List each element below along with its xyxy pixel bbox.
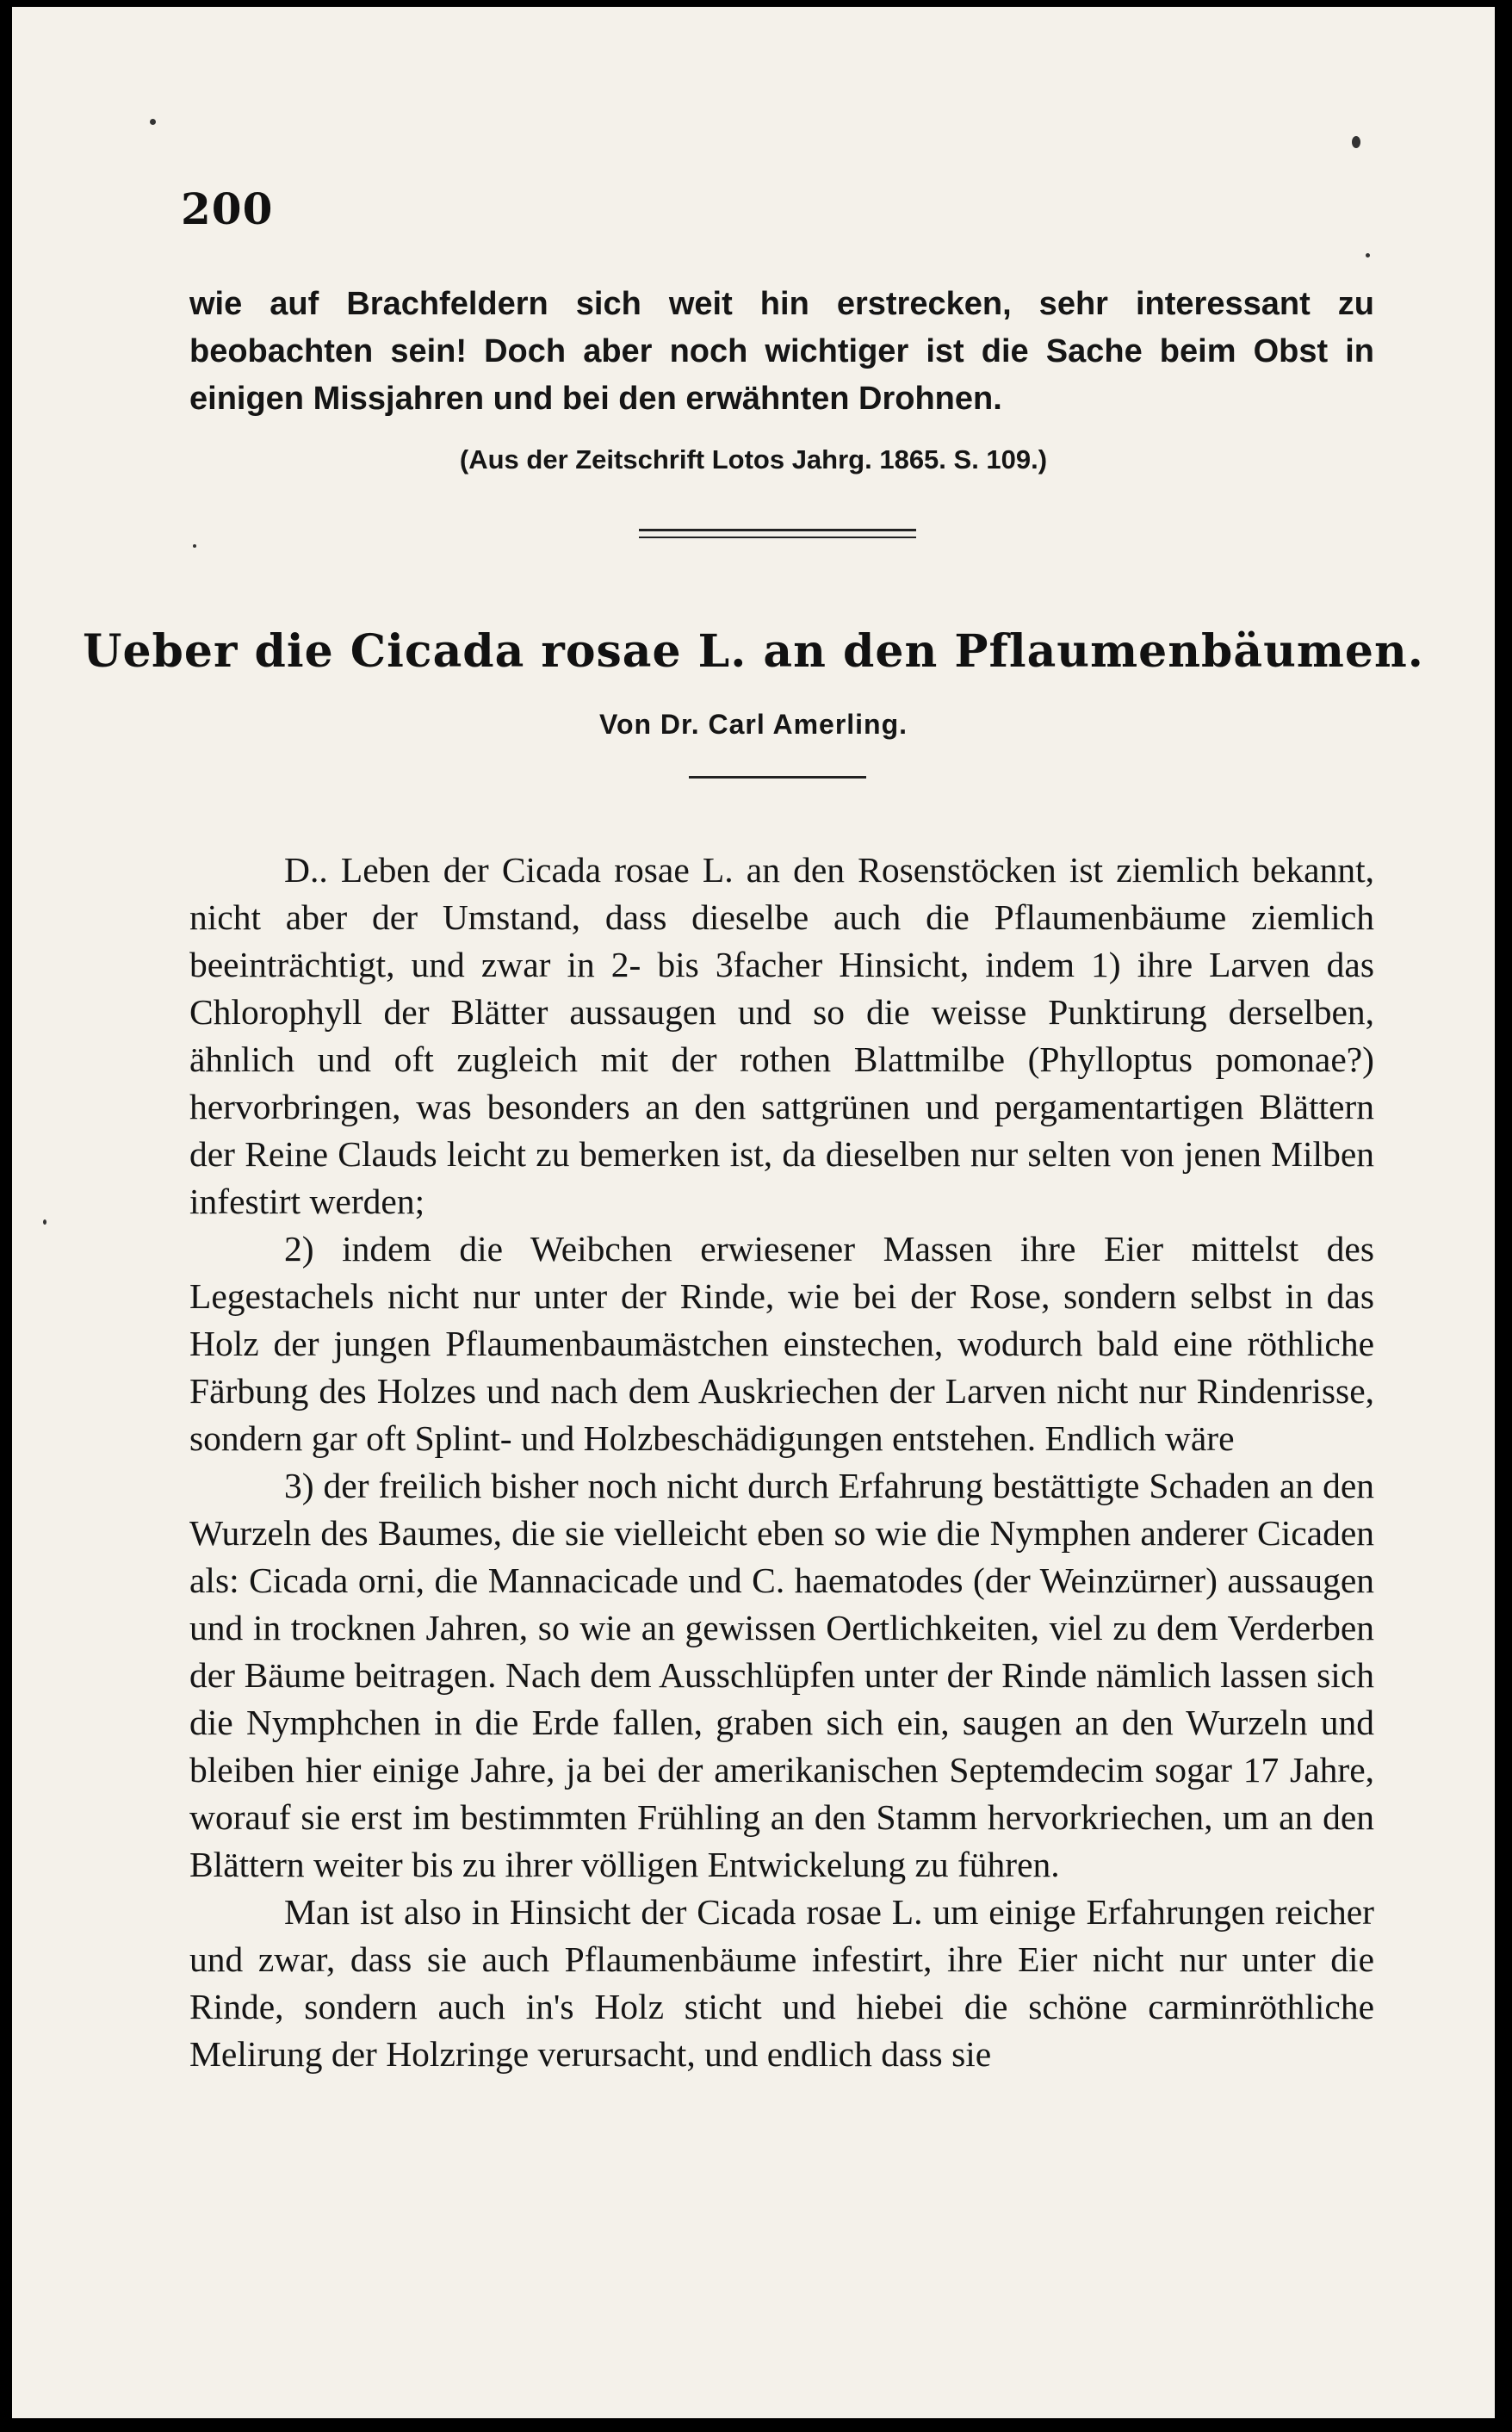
article-body [189,847,1374,2078]
source-citation: (Aus der Zeitschrift Lotos Jahrg. 1865. S. 109.) [459,444,1048,475]
scan-speck [150,119,156,125]
section-divider [639,529,916,538]
article-author: Von Dr. Carl Amerling. [598,709,908,740]
scan-speck [193,544,196,548]
page-number: 200 [181,183,274,234]
scanned-page [12,7,1495,2418]
scan-speck [43,1219,46,1225]
paragraph-2: 2) indem die Weibchen erwiesener Massen ihre Eier mittelst des Legestachels nicht nur unter der Rinde, wie bei der Rose, sondern selbst in das Holz der jungen Pflaumenbaumästchen einstechen, wodurch bald eine röthliche Färbung des Holzes und nach dem Auskriechen der Larven nicht nur Rindenrisse, sondern gar oft Splint- und Holzbeschädigungen entstehen. Endlich wäre [189,1229,1374,1458]
scan-speck [1366,253,1370,257]
paragraph-4: Man ist also in Hinsicht der Cicada rosae L. um einige Erfahrungen reicher und zwar, dass sie auch Pflaumenbäume infestirt, ihre Eier nicht nur unter die Rinde, sondern auch in's Holz sticht und hiebei die schöne carminröthliche Melirung der Holzringe verursacht, und endlich dass sie [189,1892,1374,2074]
continued-paragraph-text: wie auf Brachfeldern sich weit hin erstrecken, sehr interessant zu beobachten sein! Doch aber noch wichtiger ist die Sache beim Obst in einigen Missjahren und bei den erwähnten Drohnen. [189,286,1374,417]
title-divider [689,776,866,779]
scan-speck [1352,136,1360,148]
article-title: Ueber die Cicada rosae L. an den Pflaumenbäumen. [83,625,1424,678]
paragraph-3: 3) der freilich bisher noch nicht durch Erfahrung bestättigte Schaden an den Wurzeln des Baumes, die sie vielleicht eben so wie die Nymphen anderer Cicaden als: Cicada orni, die Mannacicade und C. haematodes (der Weinzürner) aussaugen und in trocknen Jahren, so wie an gewissen Oertlichkeiten, viel zu dem Verderben der Bäume beitragen. Nach dem Ausschlüpfen unter der Rinde nämlich lassen sich die Nymphchen in die Erde fallen, graben sich ein, saugen an den Wurzeln und bleiben hier einige Jahre, ja bei der amerikanischen Septemdecim sogar 17 Jahre, worauf sie erst im bestimmten Frühling an den Stamm hervorkriechen, um an den Blättern weiter bis zu ihrer völligen Entwickelung zu führen. [189,1466,1374,1884]
paragraph-1: D.. Leben der Cicada rosae L. an den Rosenstöcken ist ziemlich bekannt, nicht aber der Umstand, dass dieselbe auch die Pflaumenbäume ziemlich beeinträchtigt, und zwar in 2- bis 3facher Hinsicht, indem 1) ihre Larven das Chlorophyll der Blätter aussaugen und so die weisse Punktirung derselben, ähnlich und oft zugleich mit der rothen Blattmilbe (Phylloptus pomonae?) hervorbringen, was besonders an den sattgrünen und pergamentartigen Blättern der Reine Clauds leicht zu bemerken ist, da dieselben nur selten von jenen Milben infestirt werden; [189,850,1374,1221]
continued-paragraph [189,281,1374,423]
